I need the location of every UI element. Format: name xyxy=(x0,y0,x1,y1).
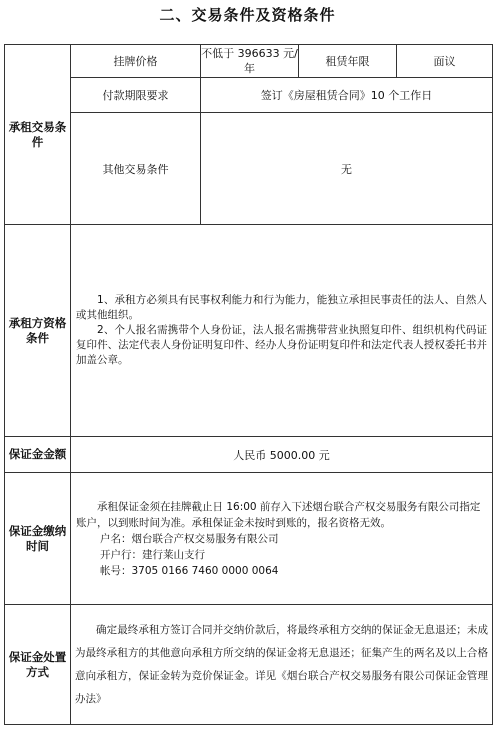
section-title: 二、交易条件及资格条件 xyxy=(159,6,336,24)
listing-price-value: 不低于 396633 元/年 xyxy=(201,45,299,78)
deposit-disposal-content xyxy=(71,605,493,725)
account-name: 户名：烟台联合产权交易服务有限公司 xyxy=(100,532,279,545)
other-conditions-label: 其他交易条件 xyxy=(71,113,201,225)
deposit-amount-row xyxy=(5,437,493,473)
account-number: 帐号：3705 0166 7460 0000 0064 xyxy=(100,564,279,577)
deposit-amount-value: 人民币 5000.00 元 xyxy=(71,437,493,473)
deposit-amount-label: 保证金金额 xyxy=(5,437,71,473)
payment-term-value: 签订《房屋租赁合同》10 个工作日 xyxy=(201,78,493,113)
qualification-item: 2、个人报名需携带个人身份证，法人报名需携带营业执照复印件、组织机构代码证复印件、法定代表人身份证明复印件、经办人身份证明复印件和法定代表人授权委托书并加盖公章。 xyxy=(76,324,487,366)
bank-name: 开户行：建行莱山支行 xyxy=(100,548,205,561)
lease-term-label: 租赁年限 xyxy=(299,45,397,78)
qualification-label: 承租方资格条件 xyxy=(5,225,71,437)
deposit-disposal-text: 确定最终承租方签订合同并交纳价款后，将最终承租方交纳的保证金无息退还；未成为最终承租方的其他意向承租方所交纳的保证金将无息退还；征集产生的两名及以上合格意向承租方，保证金转为竞价保证金。详见《烟台联合产权交易服务有限公司保证金管理办法》 xyxy=(75,623,488,705)
deposit-payment-content xyxy=(71,473,493,605)
deposit-payment-label: 保证金缴纳时间 xyxy=(5,473,71,605)
lease-term-value: 面议 xyxy=(397,45,493,78)
payment-term-label: 付款期限要求 xyxy=(71,78,201,113)
qualification-row xyxy=(5,225,493,437)
listing-price-row xyxy=(5,45,493,78)
other-conditions-value: 无 xyxy=(201,113,493,225)
qualification-content xyxy=(71,225,493,437)
deposit-disposal-row xyxy=(5,605,493,725)
trade-conditions-label: 承租交易条件 xyxy=(5,45,71,225)
conditions-table xyxy=(4,44,493,725)
qualification-item: 1、承租方必须具有民事权利能力和行为能力，能独立承担民事责任的法人、自然人或其他组织。 xyxy=(76,294,487,321)
deposit-disposal-label: 保证金处置方式 xyxy=(5,605,71,725)
payment-term-row xyxy=(5,78,493,113)
deposit-payment-row xyxy=(5,473,493,605)
other-conditions-row xyxy=(5,113,493,225)
listing-price-label: 挂牌价格 xyxy=(71,45,201,78)
deposit-payment-text: 承租保证金须在挂牌截止日 16:00 前存入下述烟台联合产权交易服务有限公司指定账户，以到账时间为准。承租保证金未按时到账的，报名资格无效。 xyxy=(76,500,481,529)
